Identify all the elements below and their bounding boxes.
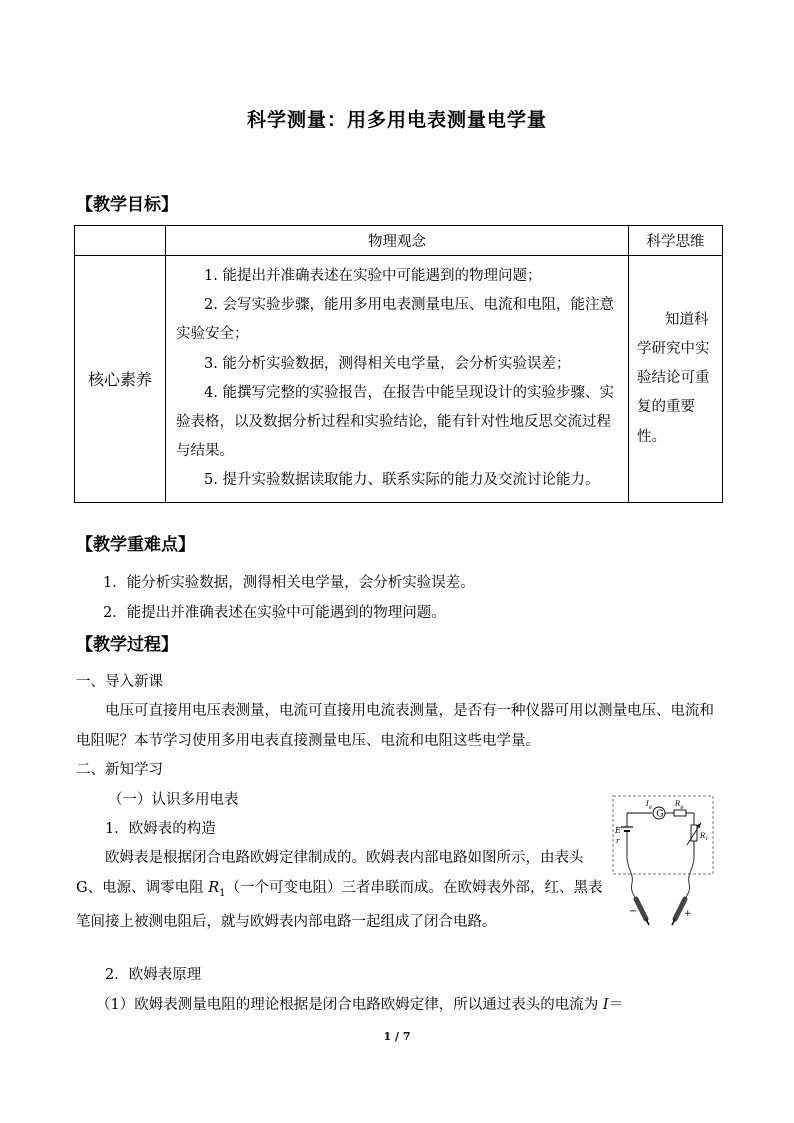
item-heading: 1．欧姆表的构造	[105, 821, 216, 837]
table-header-empty	[75, 226, 166, 256]
science-thinking-cell: 知道科学研究中实验结论可重复的重要性。	[629, 256, 723, 503]
r1-label: $R_1$	[700, 832, 709, 842]
page-number: 1 / 7	[383, 1030, 411, 1043]
key-point-item: 1．能分析实验数据，测得相关电学量，会分析实验误差。	[103, 575, 475, 591]
section-key-points-heading: 【教学重难点】	[76, 535, 195, 555]
internal-resistor-symbol	[674, 810, 686, 816]
section-process-heading: 【教学过程】	[76, 635, 178, 655]
positive-terminal-label: +	[684, 909, 692, 919]
rg-label: $R_g$	[675, 800, 684, 810]
table-header-science-thinking: 科学思维	[629, 226, 723, 256]
page-title: 科学测量：用多用电表测量电学量	[246, 109, 547, 131]
table-header-physics-concept: 物理观念	[166, 226, 629, 256]
objective-item: 5. 提升实验数据读取能力、联系实际的能力及交流讨论能力。	[204, 472, 600, 489]
galvanometer-label: G	[656, 809, 664, 820]
subsection-heading: （一）认识多用电表	[108, 792, 239, 808]
section-objectives-heading: 【教学目标】	[76, 195, 178, 215]
objective-item: 1. 能提出并准确表述在实验中可能遇到的物理问题；	[204, 268, 542, 284]
emf-label: E	[615, 826, 621, 835]
internal-r-label: r	[616, 837, 620, 845]
objective-item: 4. 能撰写完整的实验报告，在报告中能呈现设计的实验步骤、实验表格，以及数据分析过程和实验结论，能有针对性地反思交流过程与结果。	[176, 384, 614, 460]
part1-heading: 一、导入新课	[76, 674, 163, 690]
black-lead-wire	[627, 857, 636, 899]
principle-paragraph: （1）欧姆表测量电阻的理论根据是闭合电路欧姆定律，所以通过表头的电流为 I＝	[96, 997, 624, 1013]
ohmmeter-circuit-figure	[612, 795, 714, 927]
part2-heading: 二、新知学习	[76, 762, 163, 778]
objectives-table	[74, 225, 723, 503]
objectives-list	[166, 256, 629, 503]
current-label: $I_g$	[646, 800, 652, 810]
black-test-probe	[636, 899, 649, 925]
zero-adjust-resistor-symbol	[691, 825, 697, 841]
ohmmeter-paragraph: 欧姆表是根据闭合电路欧姆定律制成的。欧姆表内部电路如图所示，由表头 G、电源、调零电阻 $R_1$（一个可变电阻）三者串联而成。在欧姆表外部，红、黑表笔间接上被测电阻后，就与欧姆表内部电路一起组成了闭合电路。	[76, 850, 603, 930]
part1-paragraph: 电压可直接用电压表测量，电流可直接用电流表测量，是否有一种仪器可用以测量电压、电流和电阻呢？本节学习使用多用电表直接测量电压、电流和电阻这些电学量。	[76, 703, 714, 749]
objective-item: 3. 能分析实验数据，测得相关电学量，会分析实验误差；	[204, 355, 571, 372]
core-literacy-label: 核心素养	[75, 256, 166, 503]
red-lead-wire	[685, 857, 694, 899]
key-point-item: 2．能提出并准确表述在实验中可能遇到的物理问题。	[103, 605, 446, 621]
objective-item: 2. 会写实验步骤，能用多用电表测量电压、电流和电阻，能注意实验安全；	[176, 297, 614, 343]
negative-terminal-label: −	[629, 906, 638, 917]
item-heading: 2．欧姆表原理	[105, 967, 202, 983]
